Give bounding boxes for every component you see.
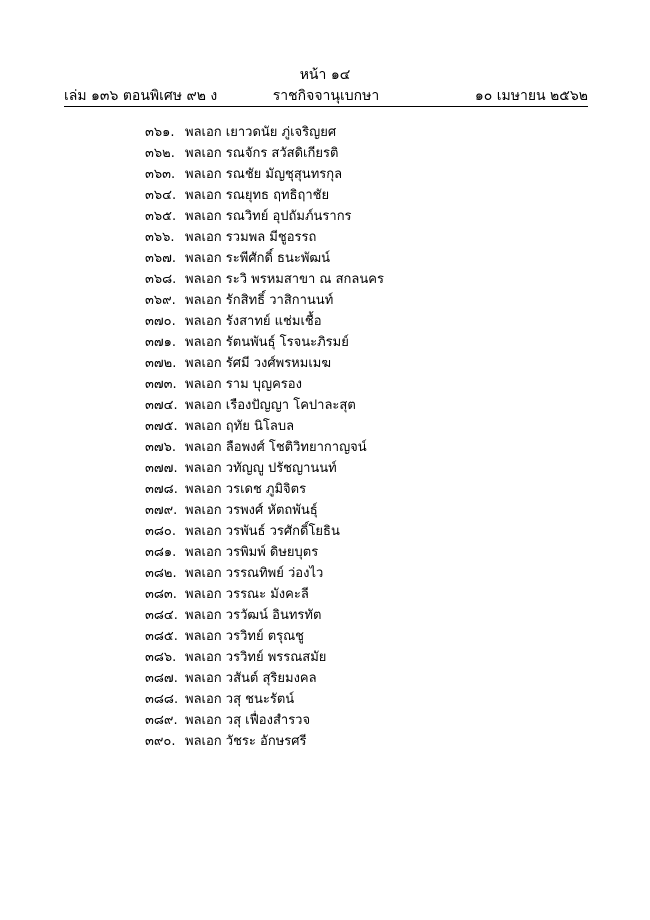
list-item — [145, 332, 384, 353]
list-item — [145, 521, 384, 542]
entry-number: ๓๖๓. — [145, 167, 176, 182]
list-item — [145, 227, 384, 248]
entry-number: ๓๖๘. — [145, 272, 177, 287]
gazette-title: ราชกิจจานุเบกษา — [272, 88, 380, 104]
entry-name: พลเอก ราม บุญครอง — [185, 377, 302, 392]
entry-name: พลเอก วรวิทย์ พรรณสมัย — [185, 650, 327, 665]
entry-name: พลเอก วทัญญู ปรัชญานนท์ — [185, 461, 337, 476]
entry-number: ๓๗๐. — [145, 314, 176, 329]
entry-name: พลเอก ฤทัย นิโลบล — [185, 419, 295, 434]
list-item — [145, 584, 384, 605]
list-item — [145, 563, 384, 584]
entry-number: ๓๗๖. — [145, 440, 177, 455]
list-item — [145, 416, 384, 437]
entry-name: พลเอก วรวัฒน์ อินทรทัต — [185, 608, 322, 623]
entry-name: พลเอก รณจักร สวัสดิเกียรติ — [185, 146, 339, 161]
entry-name: พลเอก วรรณะ มังคะลี — [185, 587, 309, 602]
header-divider — [64, 106, 588, 107]
entry-name: พลเอก วรพันธ์ วรศักดิ์โยธิน — [185, 524, 340, 539]
page-number: หน้า ๑๔ — [299, 67, 351, 83]
entry-name: พลเอก วัชระ อักษรศรี — [185, 734, 307, 749]
entry-number: ๓๘๘. — [145, 692, 179, 707]
entry-number: ๓๗๗. — [145, 461, 178, 476]
entry-number: ๓๘๙. — [145, 713, 178, 728]
entry-name: พลเอก รัศมี วงศ์พรหมเมฆ — [185, 356, 331, 371]
entry-number: ๓๘๒. — [145, 566, 177, 581]
entry-number: ๓๘๓. — [145, 587, 177, 602]
entry-number: ๓๘๔. — [145, 608, 178, 623]
list-item — [145, 731, 384, 752]
entry-name: พลเอก ลือพงศ์ โชติวิทยากาญจน์ — [185, 440, 367, 455]
list-item — [145, 647, 384, 668]
entry-number: ๓๘๕. — [145, 629, 178, 644]
list-item — [145, 269, 384, 290]
list-item — [145, 458, 384, 479]
entry-number: ๓๗๕. — [145, 419, 178, 434]
entry-number: ๓๖๒. — [145, 146, 175, 161]
list-item — [145, 248, 384, 269]
list-item — [145, 668, 384, 689]
list-item — [145, 374, 384, 395]
entry-number: ๓๖๗. — [145, 251, 177, 266]
entry-name: พลเอก รักสิทธิ์ วาสิกานนท์ — [185, 293, 334, 308]
list-item — [145, 164, 384, 185]
list-item — [145, 311, 384, 332]
entry-number: ๓๘๖. — [145, 650, 177, 665]
list-item — [145, 626, 384, 647]
entry-name: พลเอก วรพงศ์ หัตถพันธุ์ — [185, 503, 318, 518]
list-item — [145, 437, 384, 458]
entry-number: ๓๘๗. — [145, 671, 178, 686]
list-item — [145, 689, 384, 710]
entry-name: พลเอก วรรณทิพย์ ว่องไว — [185, 566, 324, 581]
entry-number: ๓๗๑. — [145, 335, 177, 350]
list-item — [145, 353, 384, 374]
entry-name: พลเอก รณชัย มัญชุสุนทรกุล — [185, 167, 343, 182]
entry-name: พลเอก เรืองปัญญา โคปาละสุต — [185, 398, 356, 413]
entry-number: ๓๖๙. — [145, 293, 176, 308]
publication-date: ๑๐ เมษายน ๒๕๖๒ — [474, 88, 588, 104]
entry-name: พลเอก รังสาทย์ แช่มเชื้อ — [185, 314, 322, 329]
entry-name: พลเอก วสุ เฟื่องสำรวจ — [185, 713, 311, 728]
entry-name: พลเอก วรพิมพ์ ดิษยบุตร — [185, 545, 319, 560]
entry-name: พลเอก วรเดช ภูมิจิตร — [185, 482, 307, 497]
list-item — [145, 479, 384, 500]
list-item — [145, 143, 384, 164]
entry-number: ๓๗๘. — [145, 482, 178, 497]
entry-number: ๓๘๑. — [145, 545, 177, 560]
volume-issue: เล่ม ๑๓๖ ตอนพิเศษ ๙๒ ง — [64, 88, 218, 104]
entry-name: พลเอก วสุ ชนะรัตน์ — [185, 692, 295, 707]
list-item — [145, 542, 384, 563]
entry-number: ๓๖๖. — [145, 230, 175, 245]
entry-number: ๓๖๕. — [145, 209, 177, 224]
entry-name: พลเอก วสันต์ สุริยมงคล — [185, 671, 317, 686]
entry-name: พลเอก รัตนพันธุ์ โรจนะภิรมย์ — [185, 335, 349, 350]
list-item — [145, 605, 384, 626]
entry-number: ๓๗๓. — [145, 377, 177, 392]
entry-number: ๓๙๐. — [145, 734, 176, 749]
entry-number: ๓๖๔. — [145, 188, 177, 203]
list-item — [145, 122, 384, 143]
entry-number: ๓๗๙. — [145, 503, 178, 518]
list-item — [145, 395, 384, 416]
entry-name: พลเอก ระพีศักดิ์ ธนะพัฒน์ — [185, 251, 331, 266]
entry-number: ๓๘๐. — [145, 524, 176, 539]
entry-number: ๓๗๒. — [145, 356, 177, 371]
entry-name: พลเอก ระวิ พรหมสาขา ณ สกลนคร — [185, 272, 384, 287]
entry-name: พลเอก รณยุทธ ฤทธิฤาชัย — [185, 188, 330, 203]
document-header — [64, 86, 588, 106]
entry-number: ๓๖๑. — [145, 125, 175, 140]
entry-name: พลเอก วรวิทย์ ตรุณชู — [185, 629, 304, 644]
entry-name: พลเอก เยาวดนัย ภู่เจริญยศ — [185, 125, 337, 140]
entry-name: พลเอก รณวิทย์ อุปถัมภ์นรากร — [185, 209, 352, 224]
list-item — [145, 185, 384, 206]
list-item — [145, 710, 384, 731]
list-item — [145, 290, 384, 311]
entry-name: พลเอก รวมพล มีชูอรรถ — [185, 230, 317, 245]
entry-number: ๓๗๔. — [145, 398, 178, 413]
list-item — [145, 500, 384, 521]
list-item — [145, 206, 384, 227]
name-list — [145, 122, 384, 752]
